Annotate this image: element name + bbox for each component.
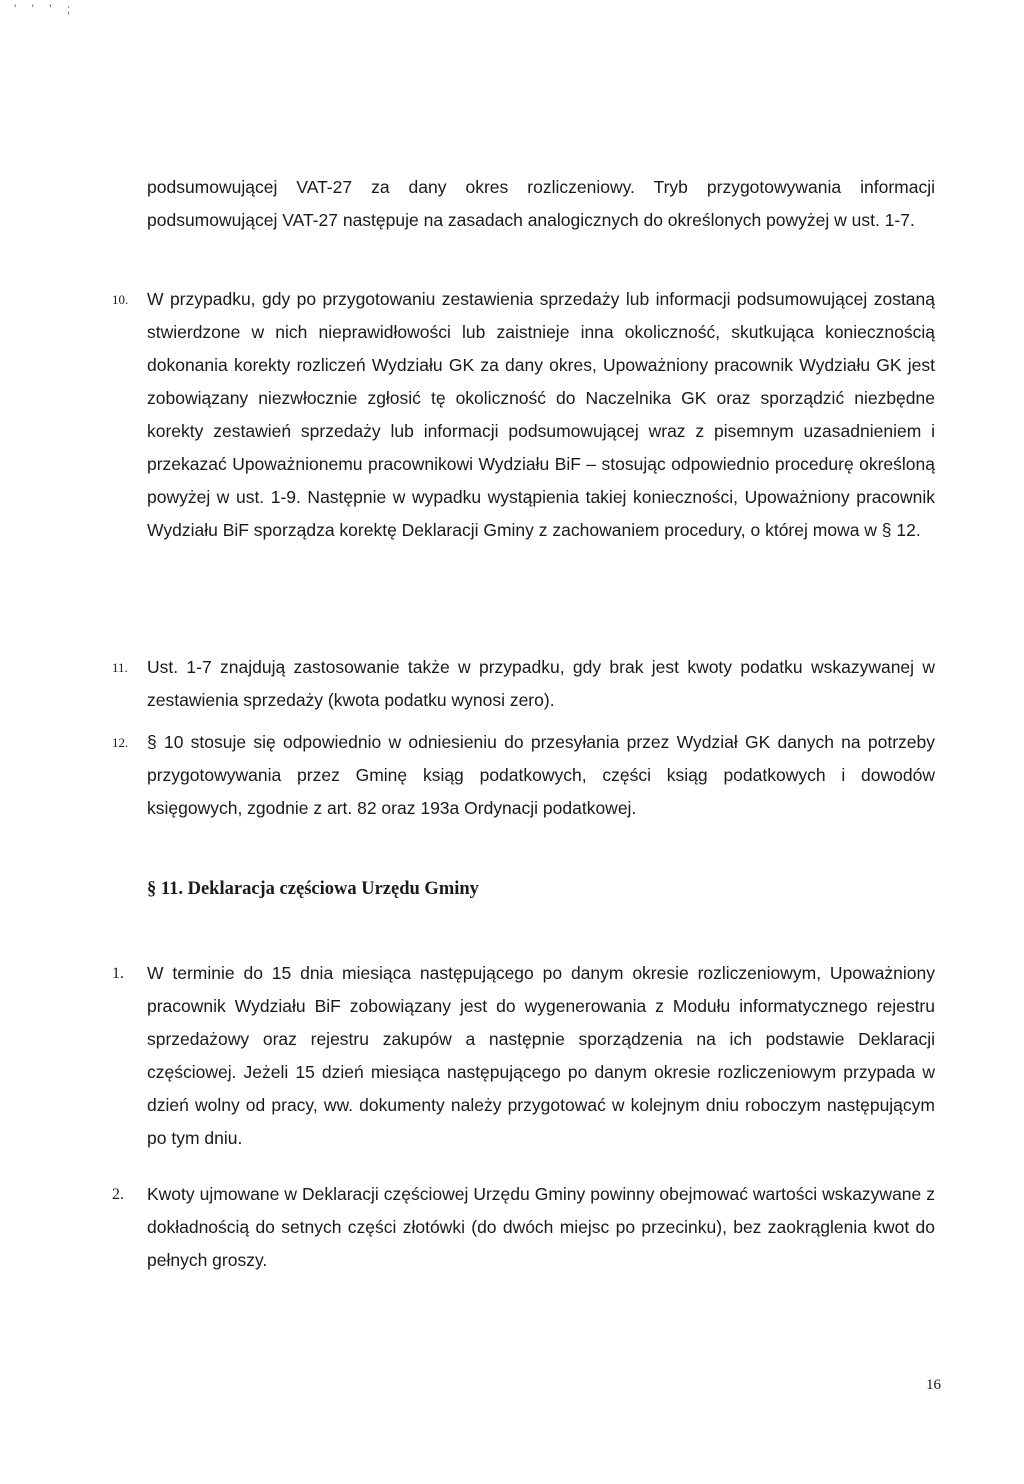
- list-item-text: § 10 stosuje się odpowiednio w odniesieniu do przesyłania przez Wydział GK danych na potrzeby przygotowywania przez Gminę ksiąg podatkowych, części ksiąg podatkowych i dowodów księgowych, zgodnie z art. 82 oraz 193a Ordynacji podatkowej.: [147, 732, 935, 818]
- list-item-number: 10.: [112, 292, 129, 307]
- list-item-number: 1.: [112, 965, 124, 982]
- list-item-12: [112, 726, 935, 825]
- section-list-item-1: [112, 957, 935, 1155]
- section-list-item-2: [112, 1178, 935, 1277]
- section-heading: § 11. Deklaracja częściowa Urzędu Gminy: [147, 879, 479, 899]
- page-number: 16: [926, 1377, 941, 1393]
- list-item-11: [112, 651, 935, 717]
- list-item-number: 11.: [112, 660, 128, 675]
- list-item-text: W przypadku, gdy po przygotowaniu zestawienia sprzedaży lub informacji podsumowującej zostaną stwierdzone w nich nieprawidłowości lub zaistnieje inna okoliczność, skutkująca koniecznością dokonania korekty rozliczeń Wydziału GK za dany okres, Upoważniony pracownik Wydziału GK jest zobowiązany niezwłocznie zgłosić tę okoliczność do Naczelnika GK oraz sporządzić niezbędne korekty zestawień sprzedaży lub informacji podsumowującej wraz z pisemnym uzasadnieniem i przekazać Upoważnionemu pracownikowi Wydziału BiF – stosując odpowiednio procedurę określoną powyżej w ust. 1-9. Następnie w wypadku wystąpienia takiej konieczności, Upoważniony pracownik Wydziału BiF sporządza korektę Deklaracji Gminy z zachowaniem procedury, o której mowa w § 12.: [147, 289, 935, 540]
- list-item-text: Ust. 1-7 znajdują zastosowanie także w przypadku, gdy brak jest kwoty podatku wskazywanej w zestawienia sprzedaży (kwota podatku wynosi zero).: [147, 657, 935, 710]
- paragraph-continuation: podsumowującej VAT-27 za dany okres rozliczeniowy. Tryb przygotowywania informacji podsumowującej VAT-27 następuje na zasadach analogicznych do określonych powyżej w ust. 1-7.: [147, 177, 935, 230]
- list-item-number: 12.: [112, 735, 129, 750]
- scan-artifact-marks: ' ' ' ;: [14, 2, 77, 16]
- list-item-text: W terminie do 15 dnia miesiąca następującego po danym okresie rozliczeniowym, Upoważniony pracownik Wydziału BiF zobowiązany jest do wygenerowania z Modułu informatycznego rejestru sprzedażowy oraz rejestru zakupów a następnie sporządzenia na ich podstawie Deklaracji częściowej. Jeżeli 15 dzień miesiąca następującego po danym okresie rozliczeniowym przypada w dzień wolny od pracy, ww. dokumenty należy przygotować w kolejnym dniu roboczym następującym po tym dniu.: [147, 963, 935, 1148]
- list-item-10: [112, 283, 935, 547]
- list-item-number: 2.: [112, 1186, 124, 1203]
- list-item-text: Kwoty ujmowane w Deklaracji częściowej Urzędu Gminy powinny obejmować wartości wskazywane z dokładnością do setnych części złotówki (do dwóch miejsc po przecinku), bez zaokrąglenia kwot do pełnych groszy.: [147, 1184, 935, 1270]
